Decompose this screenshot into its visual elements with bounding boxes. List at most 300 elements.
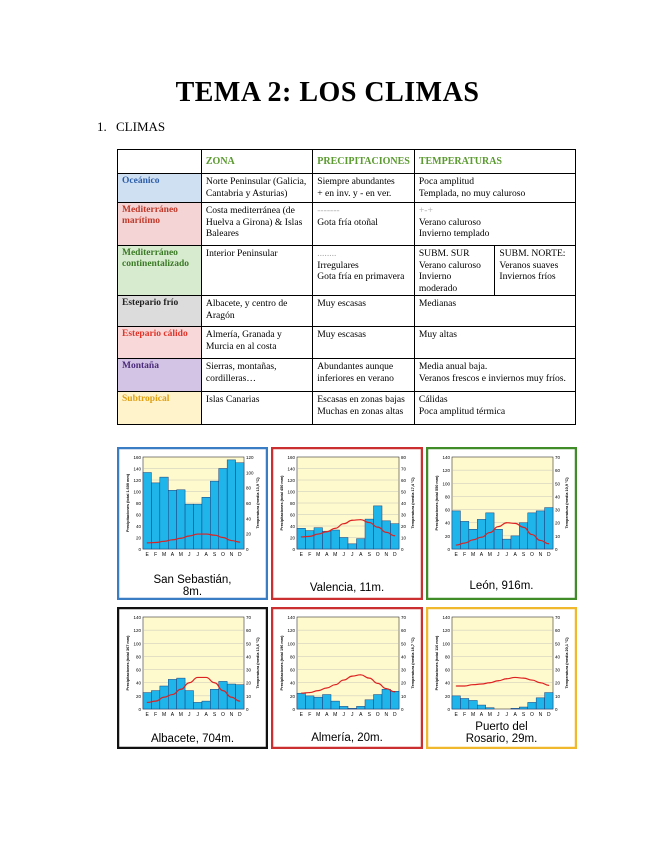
temperature-point — [239, 701, 240, 702]
month-label: O — [375, 712, 380, 718]
month-label: N — [384, 712, 389, 718]
month-label: N — [229, 712, 234, 718]
y2-tick-label: 60 — [401, 478, 407, 483]
month-label: M — [161, 712, 167, 718]
temperature-point — [456, 545, 457, 546]
month-label: E — [145, 712, 149, 718]
month-label: E — [299, 712, 303, 718]
month-label: M — [316, 552, 321, 558]
month-label: M — [487, 552, 492, 558]
temperature-point — [464, 543, 465, 544]
y-tick-label: 60 — [135, 667, 141, 673]
temperature-point — [326, 531, 327, 532]
y2-tick-label: 60 — [401, 628, 407, 634]
temperature-point — [180, 689, 181, 690]
precip-bar — [357, 539, 366, 549]
y-tick-label: 100 — [442, 481, 450, 487]
y-tick-label: 140 — [442, 455, 450, 460]
temperature-point — [172, 539, 173, 540]
temp-text: Verano caluroso Invierno templado — [418, 216, 490, 239]
month-label: A — [325, 712, 329, 718]
month-label: J — [196, 712, 199, 718]
temperature-point — [164, 541, 165, 542]
precip-bar — [536, 698, 544, 709]
month-label: J — [188, 712, 191, 718]
temperature-point — [155, 701, 156, 702]
y2-tick-label: 40 — [401, 654, 407, 660]
precip-cell: Muy escasas — [313, 327, 415, 359]
section-heading — [97, 119, 165, 135]
month-label: M — [470, 552, 476, 558]
y2-tick-label: 40 — [555, 654, 561, 660]
y2-tick-label: 60 — [555, 468, 561, 474]
temperature-point — [394, 535, 395, 536]
precip-bar — [323, 695, 332, 709]
precip-bar — [185, 504, 193, 549]
month-label: J — [497, 552, 500, 558]
month-label: J — [351, 712, 354, 718]
y-tick-label: 60 — [289, 512, 295, 518]
y2-tick-label: 20 — [555, 520, 561, 526]
header-zona: ZONA — [201, 150, 312, 174]
y-tick-label: 80 — [135, 654, 141, 660]
precip-bar — [452, 511, 460, 549]
month-label: O — [221, 712, 225, 718]
precip-bar — [486, 708, 494, 709]
climograph-caption: San Sebastián, 8m. — [153, 574, 232, 598]
y2-tick-label: 20 — [555, 680, 561, 686]
precip-bar — [210, 481, 218, 549]
y2-tick-label: 80 — [401, 455, 407, 460]
zona-cell: Islas Canarias — [201, 392, 312, 425]
y-tick-label: 40 — [135, 524, 141, 529]
climograph-caption: Almería, 20m. — [311, 732, 383, 744]
y-tick-label: 60 — [444, 667, 450, 673]
precip-bar — [536, 511, 544, 549]
month-label: F — [154, 712, 158, 718]
month-label: F — [463, 712, 467, 718]
climograph-puerto-del-rosario — [426, 607, 577, 749]
temperature-point — [523, 678, 524, 679]
temp-subm-sur: SUBM. SUR Verano caluroso Invierno moderado — [415, 246, 496, 295]
temperature-point — [515, 523, 516, 524]
plot-area — [452, 617, 553, 709]
month-label: J — [505, 712, 508, 718]
y2-tick-label: 50 — [401, 641, 407, 647]
y2-tick-label: 50 — [555, 481, 561, 487]
y-axis-label: Precipitaciones (total 367 mm) — [126, 635, 130, 691]
y-tick-label: 100 — [133, 489, 141, 495]
header-temperaturas: TEMPERATURAS — [414, 150, 575, 174]
month-label: O — [375, 552, 380, 558]
y-tick-label: 100 — [442, 641, 450, 647]
month-label: S — [367, 712, 371, 718]
climate-name: Estepario frío — [118, 296, 202, 327]
temperature-point — [335, 528, 336, 529]
y2-tick-label: 70 — [401, 466, 407, 472]
y-axis-label: Precipitaciones (total 196 mm) — [280, 635, 284, 691]
precip-bar — [460, 698, 468, 709]
y2-tick-label: 0 — [401, 547, 404, 552]
y2-tick-label: 100 — [246, 470, 254, 476]
precip-bar — [331, 701, 340, 709]
temperature-point — [531, 680, 532, 681]
climate-name: Subtropical — [118, 392, 202, 425]
temperature-point — [222, 537, 223, 538]
y2-axis-label: Temperatura (media 20,1 °C) — [565, 637, 569, 689]
header-empty — [118, 150, 202, 174]
month-label: J — [505, 552, 508, 558]
precip-bar — [357, 706, 366, 709]
precip-cell: Siempre abundantes + en inv. y - en ver. — [313, 174, 415, 203]
y2-tick-label: 60 — [246, 628, 252, 634]
zona-cell: Sierras, montañas, cordilleras… — [201, 359, 312, 392]
y-axis-label: Precipitaciones (total 450 mm) — [280, 475, 284, 531]
precip-marks: ........ — [317, 248, 337, 259]
precip-bar — [469, 700, 477, 709]
y-tick-label: 20 — [444, 693, 450, 699]
precip-bar — [494, 529, 502, 549]
climograph-albacete — [117, 607, 268, 749]
y2-tick-label: 30 — [246, 667, 252, 673]
table-row-montana — [118, 359, 576, 392]
temperature-point — [531, 534, 532, 535]
temperature-point — [197, 534, 198, 535]
y2-tick-label: 70 — [555, 615, 561, 620]
climate-name: Montaña — [118, 359, 202, 392]
precip-bar — [143, 473, 151, 549]
temperature-point — [147, 542, 148, 543]
y-tick-label: 140 — [133, 466, 141, 472]
table-row-mediterraneo-continentalizado — [118, 246, 576, 296]
month-label: M — [470, 712, 476, 718]
precip-marks: ------- — [317, 205, 340, 216]
precip-bar — [528, 702, 536, 709]
temperature-point — [326, 687, 327, 688]
climate-name: Oceánico — [118, 174, 202, 203]
precip-cell: Escasas en zonas bajas Muchas en zonas altas — [313, 392, 415, 425]
month-label: A — [479, 552, 484, 558]
temp-marks: +-+ — [418, 205, 433, 216]
temperature-point — [498, 680, 499, 681]
precip-bar — [194, 702, 202, 709]
temperature-point — [473, 539, 474, 540]
y-tick-label: 60 — [289, 667, 295, 673]
temperature-point — [180, 538, 181, 539]
y-tick-label: 0 — [292, 547, 295, 552]
y-tick-label: 80 — [289, 501, 295, 506]
precip-bar — [477, 705, 485, 709]
y-axis-label: Precipitaciones (total 550 mm) — [435, 475, 439, 531]
temperature-point — [386, 532, 387, 533]
y-tick-label: 0 — [292, 707, 295, 712]
month-label: D — [546, 712, 551, 718]
precip-bar — [382, 689, 391, 709]
month-label: D — [392, 552, 397, 558]
temperature-point — [301, 693, 302, 694]
month-label: D — [546, 552, 551, 558]
month-label: O — [530, 552, 534, 558]
month-label: O — [530, 712, 534, 718]
temp-subm-norte: SUBM. NORTE: Veranos suaves Inviernos fríos — [499, 248, 566, 282]
temperature-point — [214, 682, 215, 683]
month-label: A — [325, 552, 329, 558]
month-label: M — [316, 712, 321, 718]
precip-bar — [151, 483, 159, 549]
temperature-point — [481, 684, 482, 685]
month-label: F — [463, 552, 467, 558]
temperature-point — [197, 677, 198, 678]
precip-bar — [194, 504, 202, 549]
temperature-point — [189, 535, 190, 536]
y2-tick-label: 0 — [555, 547, 558, 552]
month-label: N — [538, 712, 543, 718]
precip-bar — [323, 531, 332, 549]
y-tick-label: 100 — [133, 641, 141, 647]
precip-bar — [227, 684, 235, 709]
temperature-point — [222, 690, 223, 691]
month-label: J — [497, 712, 500, 718]
header-precipitaciones: PRECIPITACIONES — [313, 150, 415, 174]
y-tick-label: 40 — [444, 520, 450, 526]
precip-bar — [503, 539, 511, 549]
month-label: S — [367, 552, 371, 558]
temperature-point — [481, 537, 482, 538]
y-tick-label: 120 — [133, 628, 141, 634]
y2-tick-label: 40 — [555, 494, 561, 500]
climograph-caption: Valencia, 11m. — [309, 582, 385, 594]
y2-tick-label: 40 — [401, 501, 407, 506]
climate-name: Mediterráneo continentalizado — [118, 246, 202, 296]
temperature-point — [189, 682, 190, 683]
precip-bar — [219, 681, 227, 709]
y-tick-label: 80 — [289, 654, 295, 660]
temperature-point — [155, 542, 156, 543]
y2-tick-label: 50 — [246, 641, 252, 647]
y2-tick-label: 10 — [401, 535, 407, 541]
precip-bar — [477, 519, 485, 549]
precip-bar — [374, 695, 383, 709]
precip-bar — [314, 697, 323, 709]
temperature-point — [548, 685, 549, 686]
precip-cell: Abundantes aunque inferiores en verano — [313, 359, 415, 392]
precip-cell — [313, 246, 415, 296]
y-tick-label: 140 — [133, 615, 141, 620]
precip-cell — [313, 203, 415, 246]
climate-name: Mediterráneo marítimo — [118, 203, 202, 246]
temp-cell: Muy altas — [414, 327, 575, 359]
y2-tick-label: 0 — [555, 707, 558, 712]
temperature-point — [506, 522, 507, 523]
temperature-point — [206, 534, 207, 535]
climate-table — [117, 149, 576, 425]
y2-axis-label: Temperatura (media 13,9 °C) — [256, 477, 260, 529]
y-tick-label: 140 — [287, 615, 295, 620]
y2-tick-label: 20 — [401, 680, 407, 686]
y2-tick-label: 20 — [246, 531, 252, 537]
temperature-point — [540, 540, 541, 541]
month-label: S — [212, 712, 217, 718]
precip-bar — [202, 701, 210, 709]
temperature-point — [172, 694, 173, 695]
table-row-subtropical — [118, 392, 576, 425]
y2-tick-label: 120 — [246, 455, 254, 460]
temperature-point — [352, 520, 353, 521]
precip-bar — [452, 696, 460, 709]
month-label: F — [154, 552, 158, 558]
month-label: F — [308, 552, 312, 558]
y-tick-label: 80 — [135, 501, 141, 506]
precip-bar — [545, 693, 553, 709]
y2-tick-label: 30 — [401, 667, 407, 673]
precip-bar — [160, 477, 168, 549]
month-label: E — [454, 712, 458, 718]
table-row-oceanico — [118, 174, 576, 203]
zona-cell: Interior Peninsular — [201, 246, 312, 296]
month-label: A — [513, 712, 517, 718]
precip-cell: Muy escasas — [313, 296, 415, 327]
y-tick-label: 120 — [287, 628, 295, 634]
temperature-point — [239, 542, 240, 543]
temperature-point — [231, 697, 232, 698]
precip-bar — [143, 693, 151, 709]
climograph-san-sebastian — [117, 447, 268, 600]
precip-bar — [210, 689, 218, 709]
precip-bar — [340, 706, 349, 709]
zona-cell: Almería, Granada y Murcia en al costa — [201, 327, 312, 359]
y-tick-label: 40 — [135, 680, 141, 686]
precip-text: Gota fría otoñal — [317, 216, 378, 228]
temp-cell: Cálidas Poca amplitud térmica — [414, 392, 575, 425]
climograph-caption: León, 916m. — [469, 580, 534, 592]
month-label: D — [392, 712, 397, 718]
temperature-point — [489, 682, 490, 683]
y2-tick-label: 80 — [246, 485, 252, 491]
temperature-point — [369, 678, 370, 679]
y2-tick-label: 70 — [401, 615, 407, 620]
section-number: 1. — [97, 119, 107, 134]
temperature-point — [318, 690, 319, 691]
y-tick-label: 0 — [447, 547, 450, 552]
y-tick-label: 40 — [289, 680, 295, 686]
temperature-point — [164, 697, 165, 698]
precip-bar — [202, 497, 210, 549]
temp-cell — [414, 203, 575, 246]
month-label: M — [333, 552, 338, 558]
temperature-point — [498, 526, 499, 527]
temperature-point — [515, 677, 516, 678]
y-tick-label: 160 — [287, 455, 295, 460]
precip-bar — [236, 463, 244, 549]
month-label: D — [237, 552, 242, 558]
temp-cell: Poca amplitud Templada, no muy caluroso — [414, 174, 575, 203]
climograph-caption: Puerto del Rosario, 29m. — [465, 721, 538, 745]
y2-tick-label: 10 — [555, 533, 561, 539]
temperature-point — [377, 683, 378, 684]
precip-text: Irregulares Gota fría en primavera — [317, 259, 405, 282]
y2-tick-label: 0 — [246, 707, 249, 712]
precip-bar — [460, 521, 468, 549]
temp-cell: Medianas — [414, 296, 575, 327]
y-tick-label: 40 — [444, 680, 450, 686]
y-axis-label: Precipitaciones (total 116 mm) — [435, 635, 439, 691]
precip-bar — [177, 490, 185, 549]
month-label: J — [342, 552, 345, 558]
precip-bar — [348, 708, 357, 709]
y-tick-label: 140 — [287, 466, 295, 472]
month-label: N — [538, 552, 543, 558]
month-label: M — [178, 712, 183, 718]
y2-tick-label: 30 — [401, 512, 407, 518]
temperature-point — [214, 535, 215, 536]
y-tick-label: 120 — [133, 478, 141, 483]
month-label: A — [513, 552, 517, 558]
temperature-point — [394, 691, 395, 692]
y-tick-label: 0 — [138, 707, 141, 712]
y2-tick-label: 50 — [555, 641, 561, 647]
y-tick-label: 80 — [444, 654, 450, 660]
precip-bar — [511, 708, 519, 709]
temperature-point — [464, 686, 465, 687]
temperature-point — [318, 534, 319, 535]
zona-cell: Norte Peninsular (Galicia, Cantabria y Asturias) — [201, 174, 312, 203]
month-label: J — [188, 552, 191, 558]
month-label: F — [308, 712, 312, 718]
y2-axis-label: Temperatura (media 10,9 °C) — [565, 477, 569, 529]
precip-bar — [185, 691, 193, 709]
y-tick-label: 20 — [135, 693, 141, 699]
y2-tick-label: 60 — [555, 628, 561, 634]
precip-bar — [365, 700, 374, 709]
y2-tick-label: 20 — [246, 680, 252, 686]
month-label: M — [333, 712, 338, 718]
month-label: A — [359, 712, 363, 718]
temperature-point — [309, 536, 310, 537]
temperature-point — [360, 519, 361, 520]
climograph-caption: Albacete, 704m. — [150, 733, 235, 745]
temp-cell — [414, 246, 575, 296]
y-tick-label: 20 — [289, 693, 295, 699]
precip-bar — [511, 536, 519, 549]
y-tick-label: 60 — [135, 512, 141, 518]
y-tick-label: 60 — [444, 507, 450, 513]
y-tick-label: 80 — [444, 494, 450, 500]
y2-tick-label: 70 — [555, 455, 561, 460]
y2-tick-label: 20 — [401, 524, 407, 529]
temperature-point — [343, 523, 344, 524]
month-label: O — [221, 552, 225, 558]
temperature-point — [473, 684, 474, 685]
temperature-point — [231, 540, 232, 541]
temperature-point — [548, 543, 549, 544]
climograph-chart — [271, 447, 423, 600]
precip-bar — [306, 531, 315, 549]
precip-bar — [391, 691, 400, 709]
precip-bar — [227, 460, 235, 549]
table-row-estepario-frio — [118, 296, 576, 327]
month-label: M — [487, 712, 492, 718]
month-label: A — [170, 552, 175, 558]
temp-cell: Media anual baja. Veranos frescos e inviernos muy fríos. — [414, 359, 575, 392]
precip-bar — [348, 544, 357, 549]
table-row-mediterraneo-maritimo — [118, 203, 576, 246]
month-label: D — [237, 712, 242, 718]
month-label: S — [521, 712, 526, 718]
y2-tick-label: 60 — [246, 501, 252, 506]
y-tick-label: 20 — [135, 535, 141, 541]
zona-cell: Albacete, y centro de Aragón — [201, 296, 312, 327]
climograph-valencia — [271, 447, 423, 600]
